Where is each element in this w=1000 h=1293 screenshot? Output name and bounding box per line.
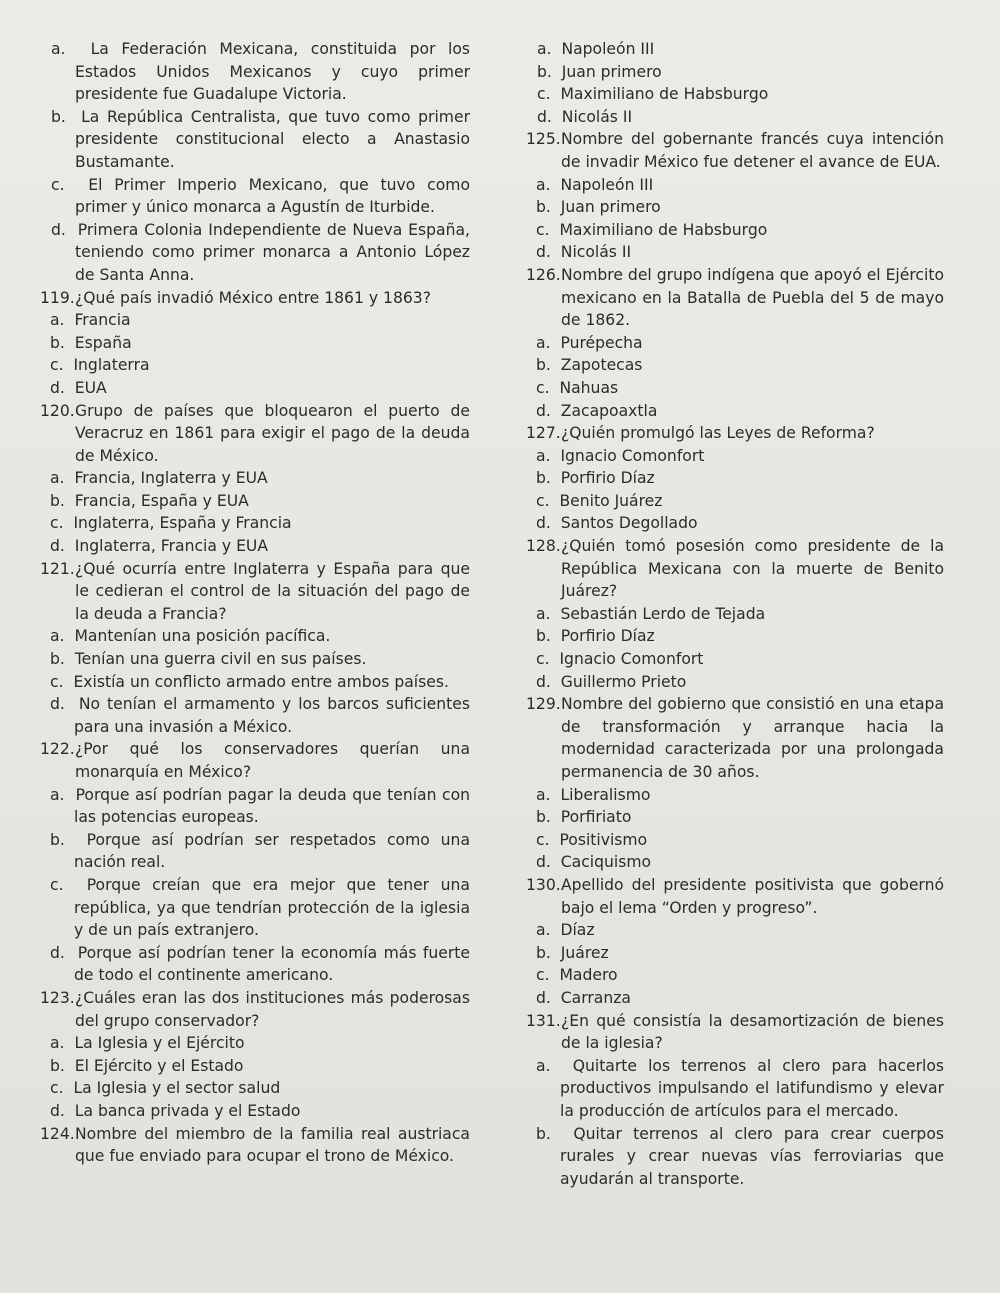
answer-option xyxy=(40,309,470,332)
answer-option xyxy=(526,512,944,535)
option-text: Porfiriato xyxy=(560,808,632,827)
answer-option xyxy=(40,1055,470,1078)
question-number: 121. xyxy=(40,559,75,578)
option-letter: c. xyxy=(536,830,550,849)
option-text: Benito Juárez xyxy=(559,491,663,510)
answer-option xyxy=(526,625,944,648)
question-number: 131. xyxy=(526,1011,561,1030)
option-text: Carranza xyxy=(560,988,631,1007)
answer-option xyxy=(40,490,470,513)
question-text: Nombre del miembro de la familia real austriaca que fue enviado para ocupar el trono de México. xyxy=(75,1124,470,1166)
option-text: Tenían una guerra civil en sus países. xyxy=(74,650,367,669)
option-letter: a. xyxy=(536,604,551,623)
option-letter: a. xyxy=(50,1034,65,1053)
option-text: Porfirio Díaz xyxy=(560,627,655,646)
answer-option xyxy=(40,784,470,829)
option-letter: d. xyxy=(50,378,65,397)
option-letter: c. xyxy=(536,491,550,510)
option-text: EUA xyxy=(74,378,107,397)
left-column xyxy=(40,38,470,1168)
option-letter: a. xyxy=(50,311,65,330)
option-text: La Iglesia y el sector salud xyxy=(73,1079,281,1098)
option-text: Nicolás II xyxy=(560,243,632,262)
question xyxy=(40,287,470,310)
option-text: La banca privada y el Estado xyxy=(74,1101,301,1120)
option-letter: d. xyxy=(536,243,551,262)
option-text: La Federación Mexicana, constituida por los Estados Unidos Mexicanos y cuyo primer presidente fue Guadalupe Victoria. xyxy=(75,40,470,104)
option-letter: b. xyxy=(536,1124,551,1143)
option-text: Caciquismo xyxy=(560,853,652,872)
question-number: 120. xyxy=(40,401,75,420)
answer-option xyxy=(40,874,470,942)
question-text: ¿Qué país invadió México entre 1861 y 1863? xyxy=(75,288,431,307)
option-letter: b. xyxy=(50,333,65,352)
answer-option xyxy=(40,625,470,648)
option-text: Madero xyxy=(559,966,618,985)
continued-option xyxy=(40,38,470,106)
question-text: Nombre del gobernante francés cuya intención de invadir México fue detener el avance de EUA. xyxy=(561,130,944,171)
question xyxy=(526,874,944,919)
question-number: 126. xyxy=(526,265,561,284)
option-letter: b. xyxy=(50,491,65,510)
question-number: 122. xyxy=(40,740,75,759)
answer-option xyxy=(40,377,470,400)
option-text: Juan primero xyxy=(560,198,661,217)
option-text: Francia, España y EUA xyxy=(74,491,249,510)
option-text: Porque así podrían tener la economía más fuerte de todo el continente americano. xyxy=(74,943,470,985)
answer-option xyxy=(40,354,470,377)
answer-option xyxy=(526,806,944,829)
option-letter: c. xyxy=(536,650,550,669)
option-letter: d. xyxy=(50,943,65,962)
continued-option xyxy=(40,219,470,287)
option-text: Zacapoaxtla xyxy=(560,401,658,420)
option-letter: c. xyxy=(536,966,550,985)
option-text: Positivismo xyxy=(559,830,648,849)
option-letter: d. xyxy=(536,853,551,872)
answer-option xyxy=(40,535,470,558)
option-letter: c. xyxy=(537,85,551,104)
answer-option xyxy=(40,332,470,355)
option-text: Inglaterra, Francia y EUA xyxy=(74,537,268,556)
question xyxy=(40,987,470,1032)
option-letter: d. xyxy=(51,220,66,239)
question xyxy=(40,738,470,783)
option-text: Porque así podrían pagar la deuda que tenían con las potencias europeas. xyxy=(74,785,470,827)
question xyxy=(526,535,944,603)
question-text: ¿Por qué los conservadores querían una monarquía en México? xyxy=(75,740,470,781)
answer-option xyxy=(526,1055,944,1123)
option-letter: b. xyxy=(50,1056,65,1075)
option-text: Sebastián Lerdo de Tejada xyxy=(560,604,766,623)
answer-option xyxy=(526,354,944,377)
option-letter: a. xyxy=(50,785,65,804)
option-letter: b. xyxy=(537,62,552,81)
option-letter: b. xyxy=(50,650,65,669)
question-number: 130. xyxy=(526,875,561,894)
option-letter: a. xyxy=(536,333,551,352)
question-text: ¿Qué ocurría entre Inglaterra y España para que le cedieran el control de la situación del pago de la deuda a Francia? xyxy=(75,559,470,623)
option-text: Francia, Inglaterra y EUA xyxy=(74,469,268,488)
continued-option xyxy=(40,174,470,219)
answer-option xyxy=(40,1077,470,1100)
option-letter: d. xyxy=(536,672,551,691)
option-letter: d. xyxy=(536,401,551,420)
option-text: Napoleón III xyxy=(560,175,654,194)
option-letter: a. xyxy=(50,627,65,646)
option-text: Juan primero xyxy=(561,62,662,81)
option-letter: d. xyxy=(537,107,552,126)
option-text: El Ejército y el Estado xyxy=(74,1056,244,1075)
answer-option xyxy=(526,942,944,965)
option-text: Maximiliano de Habsburgo xyxy=(559,220,768,239)
answer-option xyxy=(40,512,470,535)
answer-option xyxy=(526,648,944,671)
option-letter: b. xyxy=(536,356,551,375)
answer-option xyxy=(526,241,944,264)
option-text: España xyxy=(74,333,132,352)
answer-option xyxy=(40,693,470,738)
answer-option xyxy=(526,174,944,197)
option-text: No tenían el armamento y los barcos suficientes para una invasión a México. xyxy=(74,695,470,736)
answer-option xyxy=(526,332,944,355)
option-text: Díaz xyxy=(560,921,595,940)
option-text: Napoleón III xyxy=(561,40,655,58)
question xyxy=(526,264,944,332)
answer-option xyxy=(526,829,944,852)
option-text: Existía un conflicto armado entre ambos países. xyxy=(73,672,449,691)
option-text: Francia xyxy=(74,311,131,330)
option-letter: b. xyxy=(536,808,551,827)
question xyxy=(526,128,944,173)
question-number: 127. xyxy=(526,424,561,443)
option-letter: d. xyxy=(50,1101,65,1120)
answer-option xyxy=(40,829,470,874)
question xyxy=(526,693,944,783)
question xyxy=(40,558,470,626)
answer-option xyxy=(40,1032,470,1055)
right-column xyxy=(526,38,944,1190)
question-number: 124. xyxy=(40,1124,75,1143)
option-text: Ignacio Comonfort xyxy=(559,650,704,669)
option-letter: c. xyxy=(50,875,64,894)
option-letter: b. xyxy=(50,830,65,849)
question-text: ¿Quién tomó posesión como presidente de la República Mexicana con la muerte de Benito Juárez? xyxy=(561,537,944,601)
answer-option xyxy=(526,919,944,942)
option-letter: b. xyxy=(536,943,551,962)
answer-option xyxy=(526,603,944,626)
continued-option xyxy=(526,83,944,106)
answer-option xyxy=(526,445,944,468)
option-letter: a. xyxy=(537,40,552,58)
option-text: Mantenían una posición pacífica. xyxy=(74,627,331,646)
option-letter: d. xyxy=(50,537,65,556)
question-text: ¿En qué consistía la desamortización de bienes de la iglesia? xyxy=(561,1011,944,1053)
continued-option xyxy=(526,106,944,129)
option-letter: a. xyxy=(536,785,551,804)
question xyxy=(526,1010,944,1055)
option-text: Porfirio Díaz xyxy=(560,469,655,488)
answer-option xyxy=(40,671,470,694)
option-letter: a. xyxy=(50,469,65,488)
continued-option xyxy=(526,61,944,84)
option-text: La Iglesia y el Ejército xyxy=(74,1034,245,1053)
question-number: 128. xyxy=(526,537,561,556)
continued-option xyxy=(526,38,944,61)
answer-option xyxy=(526,400,944,423)
question-number: 125. xyxy=(526,130,561,149)
answer-option xyxy=(40,942,470,987)
question-number: 129. xyxy=(526,695,561,714)
question-number: 119. xyxy=(40,288,75,307)
option-letter: a. xyxy=(536,446,551,465)
answer-option xyxy=(526,851,944,874)
option-letter: b. xyxy=(536,198,551,217)
question xyxy=(40,400,470,468)
option-letter: c. xyxy=(536,378,550,397)
answer-option xyxy=(40,1100,470,1123)
answer-option xyxy=(526,377,944,400)
question-text: ¿Quién promulgó las Leyes de Reforma? xyxy=(561,424,875,443)
option-letter: d. xyxy=(50,695,65,714)
question-text: Nombre del gobierno que consistió en una etapa de transformación y arranque hacia la modernidad caracterizada por una prolongada permanencia de 30 años. xyxy=(561,695,944,781)
option-text: Juárez xyxy=(560,943,609,962)
option-text: Ignacio Comonfort xyxy=(560,446,705,465)
option-text: Porque creían que era mejor que tener una república, ya que tendrían protección de la iglesia y de un país extranjero. xyxy=(74,875,470,940)
question-text: ¿Cuáles eran las dos instituciones más poderosas del grupo conservador? xyxy=(75,988,470,1030)
option-letter: d. xyxy=(536,514,551,533)
option-letter: d. xyxy=(536,988,551,1007)
option-text: Guillermo Prieto xyxy=(560,672,687,691)
answer-option xyxy=(526,784,944,807)
option-letter: a. xyxy=(536,921,551,940)
question-text: Apellido del presidente positivista que gobernó bajo el lema “Orden y progreso”. xyxy=(561,875,944,917)
option-text: Quitar terrenos al clero para crear cuerpos rurales y crear nuevas vías ferroviarias que ayudarán al transporte. xyxy=(560,1124,944,1188)
option-letter: b. xyxy=(51,107,66,126)
option-letter: c. xyxy=(50,1079,64,1098)
option-letter: c. xyxy=(50,672,64,691)
answer-option xyxy=(526,987,944,1010)
option-letter: b. xyxy=(536,627,551,646)
question xyxy=(526,422,944,445)
answer-option xyxy=(40,648,470,671)
continued-option xyxy=(40,106,470,174)
question-text: Nombre del grupo indígena que apoyó el Ejército mexicano en la Batalla de Puebla del 5 de mayo de 1862. xyxy=(561,265,944,330)
option-text: Inglaterra xyxy=(73,356,150,375)
option-letter: c. xyxy=(51,175,65,194)
option-text: Quitarte los terrenos al clero para hacerlos productivos impulsando el latifundismo y elevar la producción de artículos para el mercado. xyxy=(560,1056,944,1120)
answer-option xyxy=(526,196,944,219)
option-text: Primera Colonia Independiente de Nueva España, teniendo como primer monarca a Antonio López de Santa Anna. xyxy=(75,220,470,284)
answer-option xyxy=(526,219,944,242)
question-number: 123. xyxy=(40,988,75,1007)
option-letter: a. xyxy=(536,1056,551,1075)
option-text: Purépecha xyxy=(560,333,643,352)
answer-option xyxy=(40,467,470,490)
option-text: Zapotecas xyxy=(560,356,643,375)
option-text: Nahuas xyxy=(559,378,619,397)
option-letter: c. xyxy=(50,514,64,533)
option-text: El Primer Imperio Mexicano, que tuvo como primer y único monarca a Agustín de Iturbide. xyxy=(75,175,470,217)
question-text: Grupo de países que bloquearon el puerto de Veracruz en 1861 para exigir el pago de la deuda de México. xyxy=(75,401,470,465)
option-letter: c. xyxy=(536,220,550,239)
option-text: Nicolás II xyxy=(561,107,633,126)
option-letter: c. xyxy=(50,356,64,375)
option-text: Liberalismo xyxy=(560,785,651,804)
answer-option xyxy=(526,964,944,987)
option-letter: a. xyxy=(51,40,66,58)
option-letter: a. xyxy=(536,175,551,194)
option-text: La República Centralista, que tuvo como primer presidente constitucional electo a Anastasio Bustamante. xyxy=(75,107,470,171)
answer-option xyxy=(526,467,944,490)
answer-option xyxy=(526,490,944,513)
option-text: Porque así podrían ser respetados como una nación real. xyxy=(74,830,471,872)
question xyxy=(40,1123,470,1168)
option-text: Maximiliano de Habsburgo xyxy=(560,85,769,104)
option-text: Santos Degollado xyxy=(560,514,698,533)
option-text: Inglaterra, España y Francia xyxy=(73,514,292,533)
answer-option xyxy=(526,1123,944,1191)
answer-option xyxy=(526,671,944,694)
option-letter: b. xyxy=(536,469,551,488)
